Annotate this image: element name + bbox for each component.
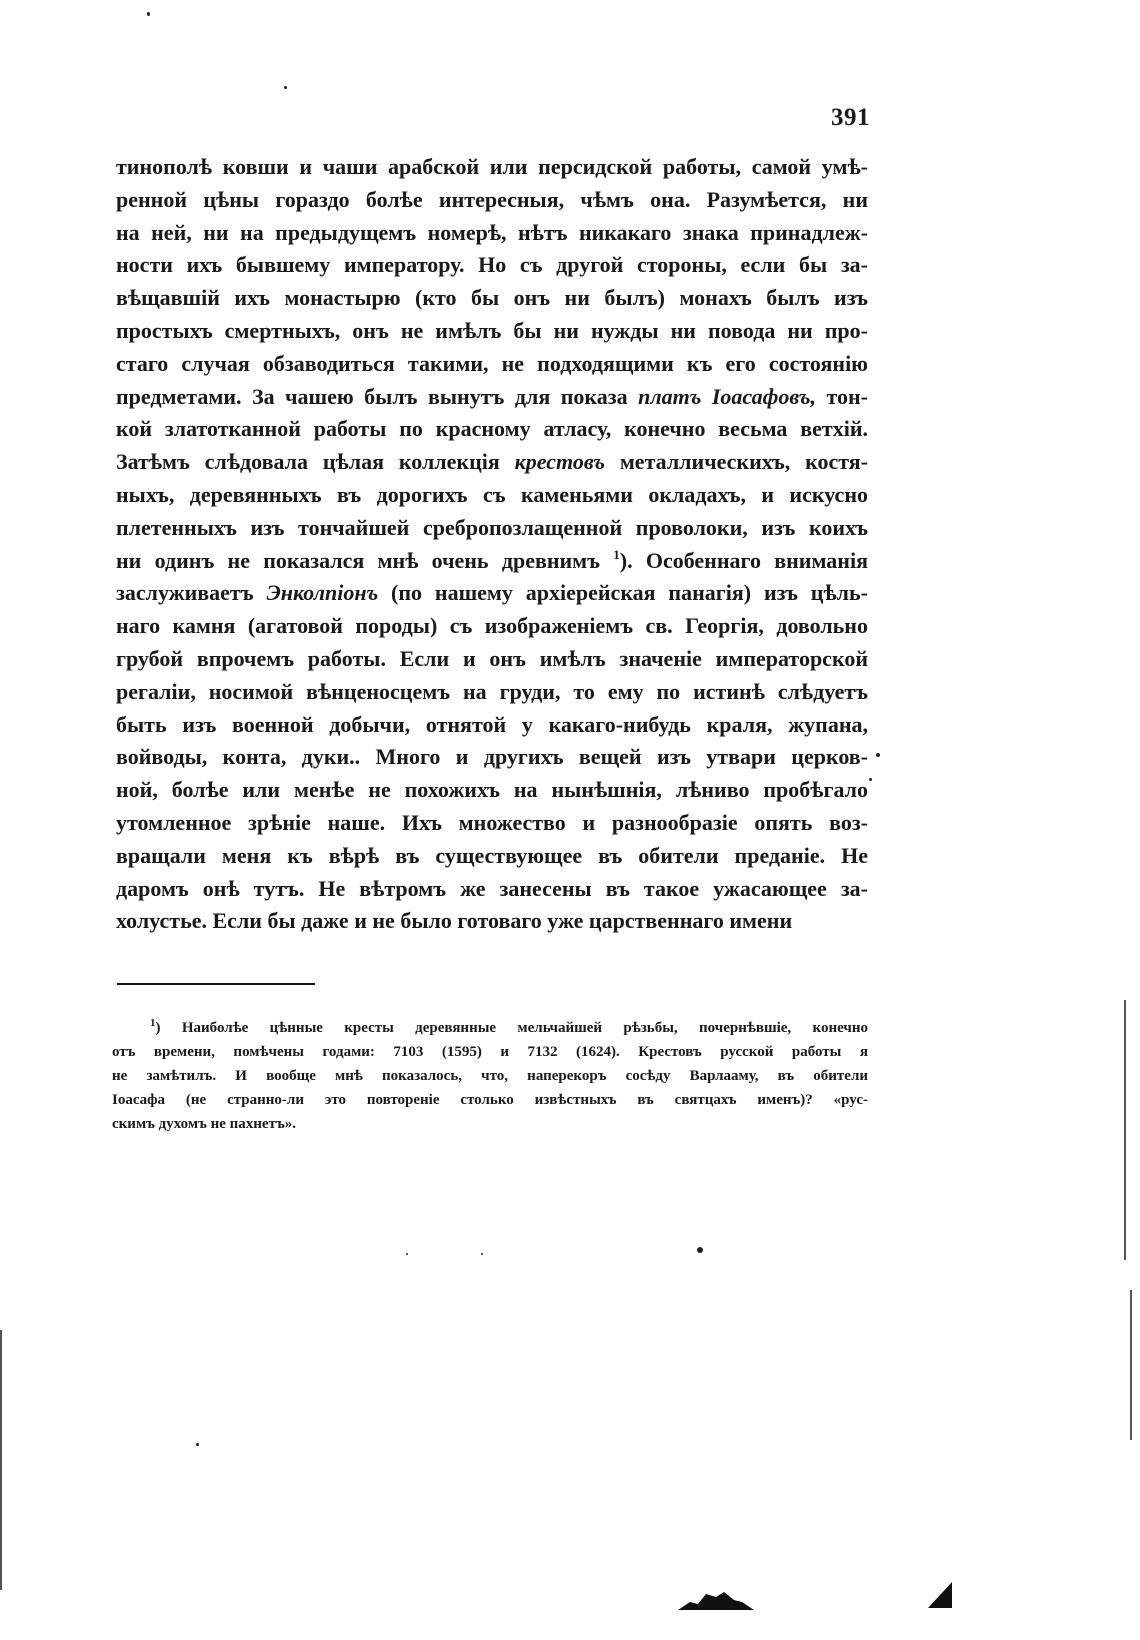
text-line: регаліи, носимой вѣнценосцемъ на груди, то ему по истинѣ слѣдуетъ: [116, 678, 868, 704]
text-line: ной, болѣе или менѣе не похожихъ на нынѣшнія, лѣниво пробѣгало: [116, 777, 868, 803]
scan-speck: [284, 86, 287, 89]
scan-edge-mark: [1130, 1290, 1132, 1440]
text-line: даромъ онѣ тутъ. Не вѣтромъ же занесены въ такое ужасающее за-: [116, 875, 868, 901]
text-line: ныхъ, деревянныхъ въ дорогихъ съ каменьями окладахъ, и искусно: [116, 481, 868, 507]
footnote-reference[interactable]: 1: [613, 546, 620, 562]
italic-term: платъ Іоасафовъ,: [638, 383, 816, 409]
text-line: тинополѣ ковши и чаши арабской или персидской работы, самой умѣ-: [116, 154, 868, 179]
scan-speck: [481, 1253, 483, 1255]
text-line: вѣщавшій ихъ монастырю (кто бы онъ ни былъ) монахъ былъ изъ: [116, 285, 868, 311]
ink-ornament-icon: [676, 1588, 756, 1612]
scan-speck: [876, 753, 880, 757]
text-line: холустье. Если бы даже и не было готоваго уже царственнаго имени: [116, 908, 793, 934]
text-line: Затѣмъ слѣдовала цѣлая коллекція крестовъ металлическихъ, костя-: [116, 449, 868, 475]
text-line: предметами. За чашею былъ вынутъ для показа платъ Іоасафовъ, тон-: [116, 383, 868, 409]
footnote-line: не замѣтилъ. И вообще мнѣ показалось, что, наперекоръ сосѣду Варлааму, въ обители: [112, 1068, 868, 1084]
text-line: плетенныхъ изъ тончайшей сребропозлащенной проволоки, изъ коихъ: [116, 514, 868, 540]
scan-edge-mark: [0, 1330, 2, 1590]
footnote: [112, 1016, 868, 1136]
ink-corner-mark-icon: [926, 1580, 954, 1610]
footnote-line: скимъ духомъ не пахнетъ».: [112, 1116, 296, 1132]
text-line: кой златотканной работы по красному атласу, конечно весьма ветхій.: [116, 416, 868, 442]
text-line: ности ихъ бывшему императору. Но съ другой стороны, если бы за-: [116, 252, 868, 278]
page-number: 391: [831, 104, 870, 131]
text-line: ренной цѣны гораздо болѣе интересныя, чѣмъ она. Разумѣется, ни: [116, 186, 868, 212]
text-line: быть изъ военной добычи, отнятой у какаго-нибудь краля, жупана,: [116, 711, 868, 737]
italic-term: Энколпіонъ: [266, 580, 379, 606]
text-line: ни одинъ не показался мнѣ очень древнимъ $^1$). Особеннаго вниманія: [116, 546, 868, 573]
scan-speck: [196, 1443, 199, 1446]
footnote-marker: 1: [150, 1017, 156, 1029]
footnote-line: $^1$) Наиболѣе цѣнные кресты деревянные мельчайшей рѣзьбы, почернѣвшіе, конечно: [150, 1017, 868, 1036]
scan-speck: [147, 12, 150, 16]
text-line: грубой впрочемъ работы. Если и онъ имѣлъ значеніе императорской: [116, 645, 868, 671]
text-line: стаго случая обзаводиться такими, не подходящими къ его состоянію: [116, 350, 868, 376]
footnote-divider: [117, 983, 315, 985]
text-line: простыхъ смертныхъ, онъ не имѣлъ бы ни нужды ни повода ни про-: [116, 317, 868, 343]
text-line: на ней, ни на предыдущемъ номерѣ, нѣтъ никакаго знака принадлеж-: [116, 219, 868, 245]
scan-speck: [406, 1253, 408, 1255]
text-line: заслуживаетъ Энколпіонъ (по нашему архіерейская панагія) изъ цѣль-: [116, 580, 868, 606]
footnote-line: Іоасафа (не странно-ли это повтореніе столько извѣстныхъ въ святцахъ именъ)? «рус-: [112, 1092, 868, 1108]
text-line: вращали меня къ вѣрѣ въ существующее въ обители преданіе. Не: [116, 842, 868, 868]
scan-speck: [869, 778, 872, 781]
scan-edge-mark: [1124, 1000, 1126, 1260]
text-line: войводы, конта, дуки.. Много и другихъ вещей изъ утвари церков-: [116, 744, 868, 770]
body-text: [116, 151, 868, 938]
text-line: наго камня (агатовой породы) съ изображеніемъ св. Георгія, довольно: [116, 613, 868, 639]
footnote-line: отъ времени, помѣчены годами: 7103 (1595) и 7132 (1624). Крестовъ русской работы я: [112, 1044, 868, 1060]
text-line: утомленное зрѣніе наше. Ихъ множество и разнообразіе опять воз-: [116, 809, 868, 835]
italic-term: крестовъ: [514, 449, 605, 475]
scan-speck: [697, 1247, 703, 1253]
